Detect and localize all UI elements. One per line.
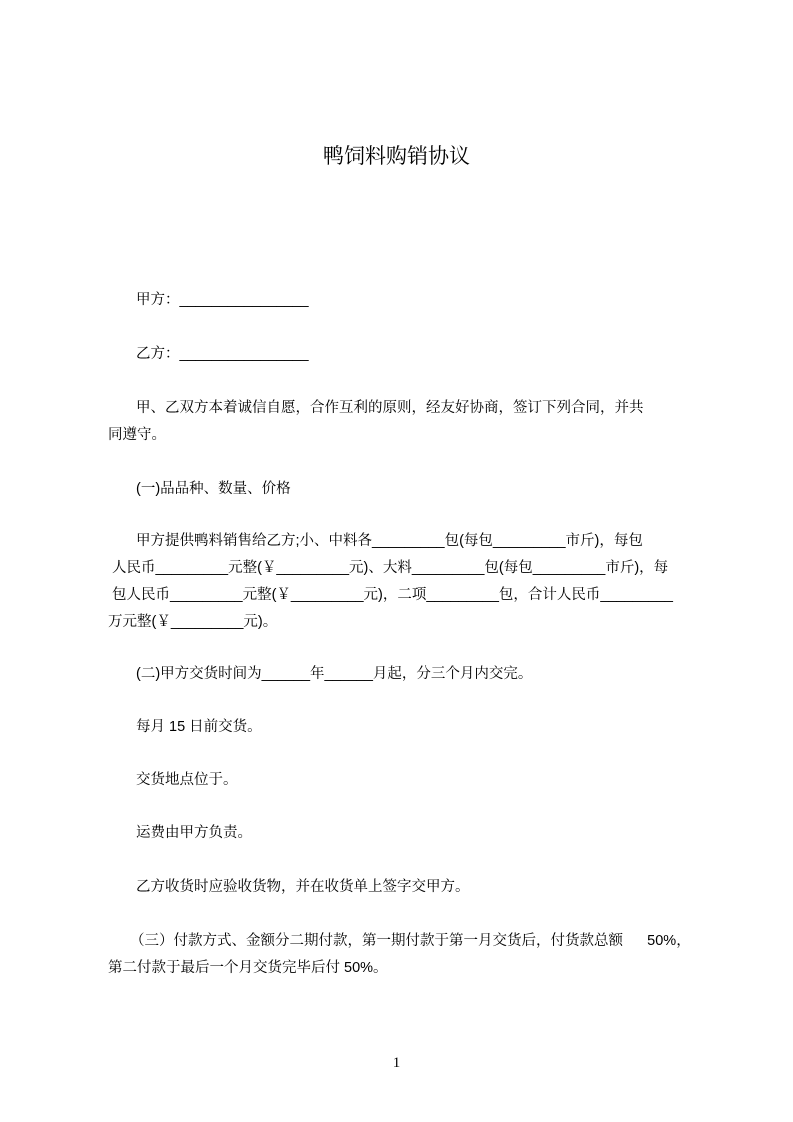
- section1-line: 甲方提供鸭料销售给乙方;小、中料各_________包(每包_________市斤)，每包: [136, 533, 643, 549]
- intro-line: 甲、乙双方本着诚信自愿，合作互利的原则，经友好协商，签订下列合同，并共: [136, 400, 644, 416]
- intro-line: 同遵守。: [108, 427, 166, 443]
- section2-heading: (二)甲方交货时间为______年______月起，分三个月内交完。: [136, 666, 533, 682]
- party-b-line: 乙方：________________: [136, 346, 309, 362]
- section1-line: 万元整(￥_________元)。: [108, 614, 278, 630]
- delivery-line: 运费由甲方负责。: [136, 825, 252, 841]
- section1-line: 人民币_________元整(￥_________元)、大料_________包(每包_________市斤)，每: [108, 560, 669, 576]
- section3-line: 第二付款于最后一个月交货完毕后付 50%。: [108, 960, 388, 976]
- delivery-line: 交货地点位于。: [136, 772, 238, 788]
- delivery-line: 乙方收货时应验收货物，并在收货单上签字交甲方。: [136, 879, 470, 895]
- party-a-line: 甲方：________________: [136, 292, 309, 308]
- page-number: 1: [392, 1055, 401, 1071]
- document-title: 鸭饲料购销协议: [323, 145, 470, 168]
- delivery-line: 每月 15 日前交货。: [136, 719, 262, 735]
- section1-line: 包人民币_________元整(￥_________元)，二项_________包，合计人民币_________: [108, 587, 673, 603]
- section3-line: （三）付款方式、金额分二期付款，第一期付款于第一月交货后，付货款总额 50%，: [130, 933, 691, 949]
- section1-heading: (一)品品种、数量、价格: [136, 481, 291, 497]
